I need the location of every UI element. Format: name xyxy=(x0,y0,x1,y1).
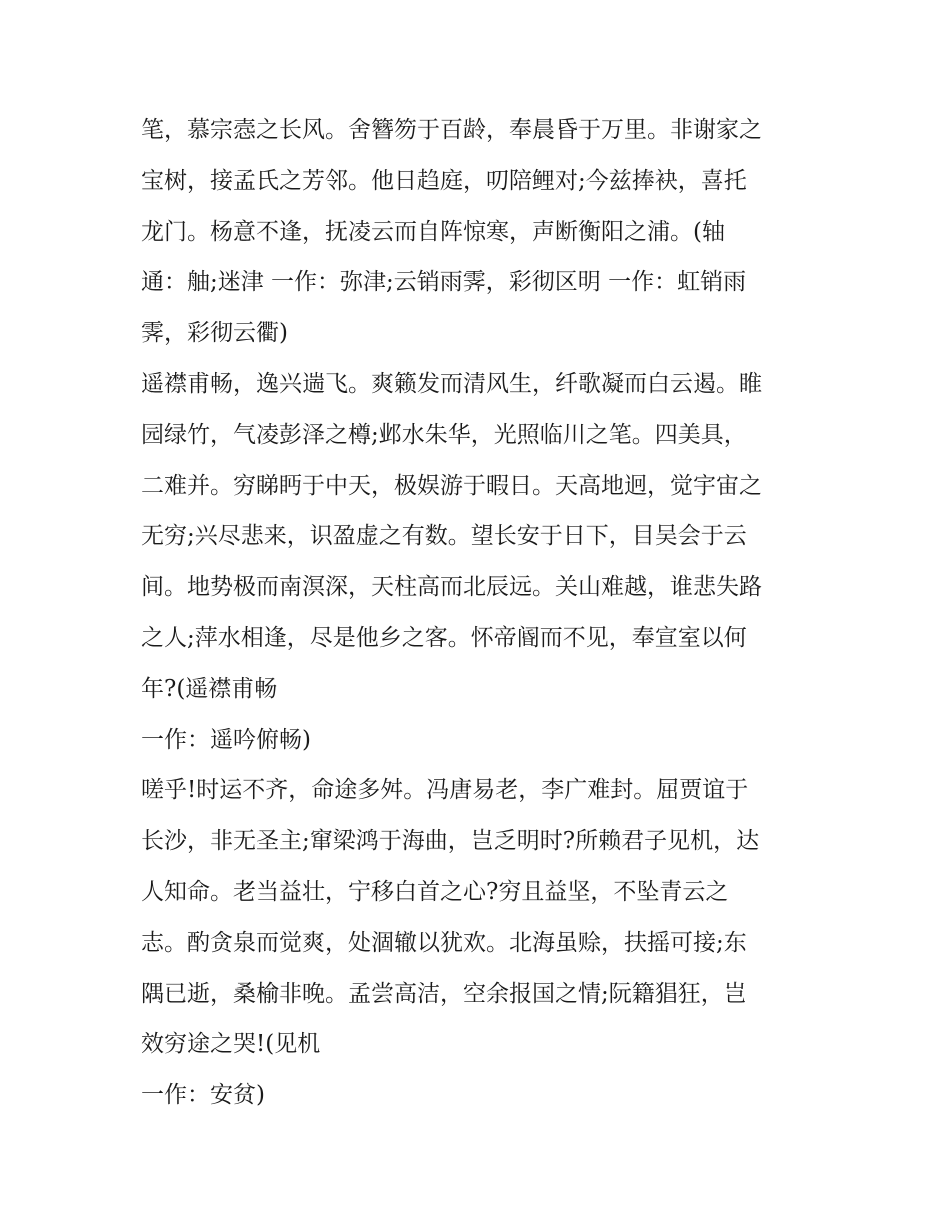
text-line: 宝树，接孟氏之芳邻。他日趋庭，叨陪鲤对;今兹捧袂，喜托 xyxy=(141,167,747,194)
text-line: 长沙，非无圣主;窜梁鸿于海曲，岂乏明时?所赖君子见机，达 xyxy=(141,828,760,855)
text-line: 隅已逝，桑榆非晚。孟尝高洁，空余报国之情;阮籍猖狂，岂 xyxy=(141,980,747,1007)
text-line: 效穷途之哭!(见机 xyxy=(141,1031,321,1058)
text-line: 一作：安贫) xyxy=(141,1082,265,1109)
document-body xyxy=(141,105,821,1121)
text-line: 园绿竹，气凌彭泽之樽;邺水朱华，光照临川之笔。四美具， xyxy=(141,421,747,448)
text-line: 通：舳;迷津 一作：弥津;云销雨霁，彩彻区明 一作：虹销雨 xyxy=(141,269,747,296)
text-line: 霁，彩彻云衢) xyxy=(141,320,288,347)
text-line: 遥襟甫畅，逸兴遄飞。爽籁发而清风生，纤歌凝而白云遏。睢 xyxy=(141,370,762,397)
text-line: 年?(遥襟甫畅 xyxy=(141,675,278,702)
text-line: 笔，慕宗悫之长风。舍簪笏于百龄，奉晨昏于万里。非谢家之 xyxy=(141,117,762,143)
text-line: 无穷;兴尽悲来，识盈虚之有数。望长安于日下，目吴会于云 xyxy=(141,523,747,550)
text-line: 嗟乎!时运不齐，命途多舛。冯唐易老，李广难封。屈贾谊于 xyxy=(141,777,749,804)
text-line: 间。地势极而南溟深，天柱高而北辰远。关山难越，谁悲失路 xyxy=(141,574,762,601)
text-line: 人知命。老当益壮，宁移白首之心?穷且益坚，不坠青云之 xyxy=(141,878,729,905)
text-line: 志。酌贪泉而觉爽，处涸辙以犹欢。北海虽赊，扶摇可接;东 xyxy=(141,929,747,956)
text-line: 龙门。杨意不逢，抚凌云而自阵惊寒，声断衡阳之浦。(轴 xyxy=(141,218,725,245)
text-line: 之人;萍水相逢，尽是他乡之客。怀帝阍而不见，奉宣室以何 xyxy=(141,624,747,651)
text-line: 二难并。穷睇眄于中天，极娱游于暇日。天高地迥，觉宇宙之 xyxy=(141,472,762,499)
text-line: 一作：遥吟俯畅) xyxy=(141,726,311,753)
